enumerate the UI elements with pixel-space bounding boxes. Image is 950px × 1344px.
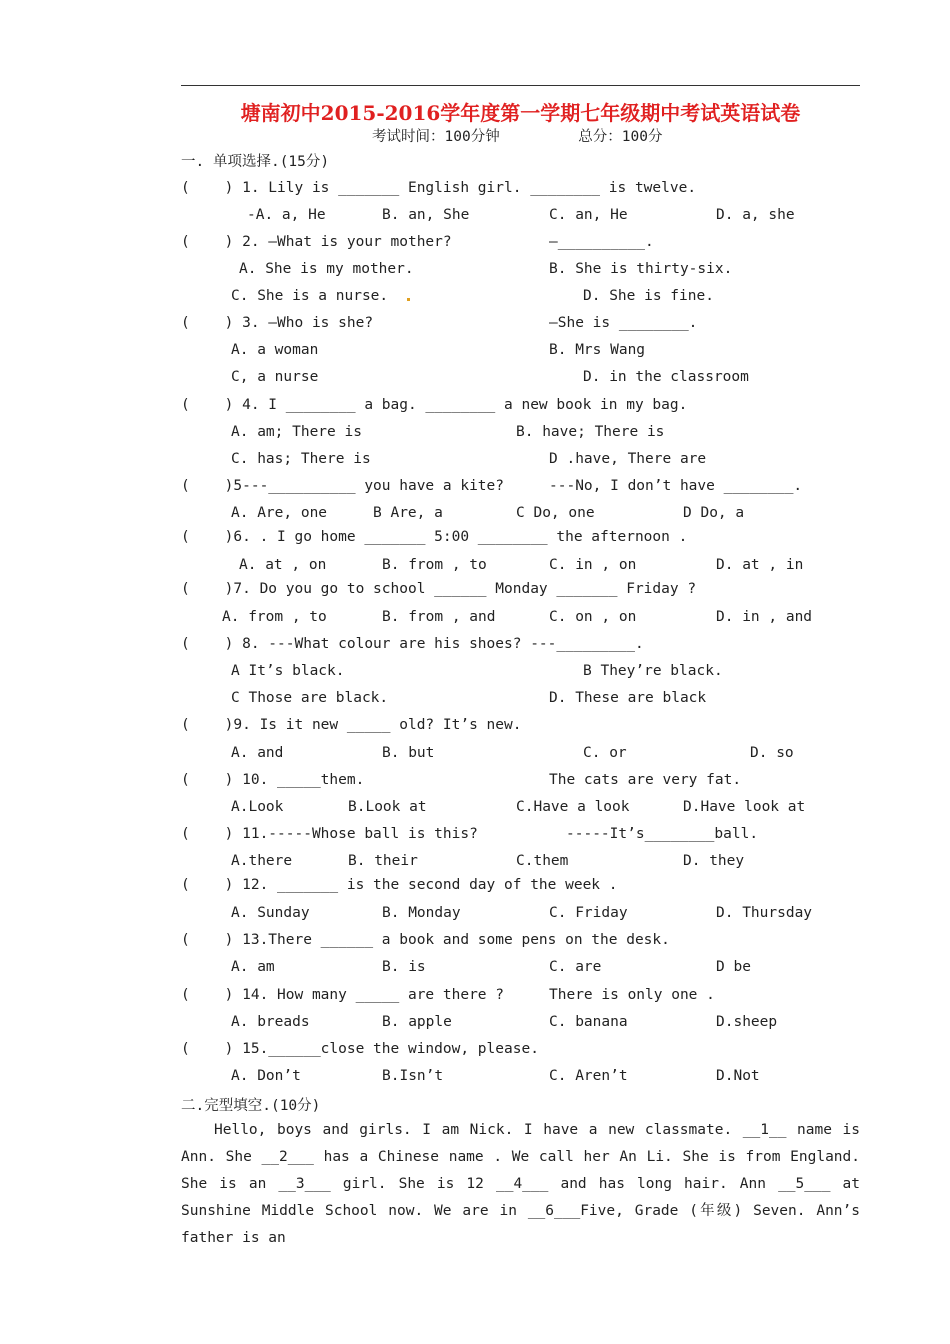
q2-option-b: B. She is thirty-six. — [549, 261, 733, 277]
q10-option-d: D.Have look at — [683, 799, 806, 815]
q10-option-a: A.Look — [231, 799, 284, 815]
q7-option-d: D. in , and — [716, 609, 813, 625]
q3-option-b: B. Mrs Wang — [549, 342, 646, 358]
q7-option-b: B. from , and — [382, 609, 496, 625]
q4-option-d: D .have, There are — [549, 451, 707, 467]
q14-answer-line: There is only one . — [549, 987, 715, 1003]
q11-answer-line: -----It’s________ball. — [566, 826, 759, 842]
q10-option-b: B.Look at — [348, 799, 427, 815]
q9-option-d: D. so — [750, 745, 794, 761]
q7-option-a: A. from , to — [222, 609, 327, 625]
q15-option-b: B.Isn’t — [382, 1068, 444, 1084]
question-13-stem: ( ) 13.There ______ a book and some pens on the desk. — [181, 932, 670, 948]
q3-option-c: C, a nurse — [231, 369, 319, 385]
q15-option-c: C. Aren’t — [549, 1068, 628, 1084]
q1-option-b: B. an, She — [382, 207, 470, 223]
question-7-stem: ( )7. Do you go to school ______ Monday _______ Friday ? — [181, 581, 697, 597]
q9-option-a: A. and — [231, 745, 284, 761]
q2-option-c: C. She is a nurse. — [231, 288, 389, 304]
question-6-stem: ( )6. . I go home _______ 5:00 ________ the afternoon . — [181, 529, 688, 545]
question-8-stem: ( ) 8. ---What colour are his shoes? ---_________. — [181, 636, 644, 652]
q8-option-a: A It’s black. — [231, 663, 345, 679]
q6-option-b: B. from , to — [382, 557, 487, 573]
q9-option-c: C. or — [583, 745, 627, 761]
page-title: 塘南初中2015-2016学年度第一学期七年级期中考试英语试卷 — [240, 101, 801, 125]
q5-option-d: D Do, a — [683, 505, 745, 521]
q12-option-c: C. Friday — [549, 905, 628, 921]
q8-option-d: D. These are black — [549, 690, 707, 706]
question-1-stem: ( ) 1. Lily is _______ English girl. ________ is twelve. — [181, 180, 697, 196]
q1-option-a: -A. a, He — [247, 207, 326, 223]
exam-info: 考试时间：100分钟 总分：100分 — [372, 129, 663, 145]
q2-option-a: A. She is my mother. — [239, 261, 414, 277]
ink-mark — [407, 298, 410, 301]
q13-option-d: D be — [716, 959, 751, 975]
q3-option-d: D. in the classroom — [583, 369, 749, 385]
q6-option-a: A. at , on — [239, 557, 327, 573]
q1-option-d: D. a, she — [716, 207, 795, 223]
q8-option-c: C Those are black. — [231, 690, 389, 706]
q14-option-c: C. banana — [549, 1014, 628, 1030]
header-rule — [181, 85, 860, 86]
q6-option-d: D. at , in — [716, 557, 804, 573]
q4-option-c: C. has; There is — [231, 451, 371, 467]
q10-answer-line: The cats are very fat. — [549, 772, 742, 788]
q12-option-b: B. Monday — [382, 905, 461, 921]
q7-option-c: C. on , on — [549, 609, 637, 625]
q13-option-c: C. are — [549, 959, 602, 975]
q11-option-c: C.them — [516, 853, 569, 869]
question-5-stem: ( )5---__________ you have a kite? — [181, 478, 505, 494]
cloze-passage — [181, 1117, 860, 1252]
q4-option-b: B. have; There is — [516, 424, 665, 440]
q10-option-c: C.Have a look — [516, 799, 630, 815]
q3-option-a: A. a woman — [231, 342, 319, 358]
q14-option-d: D.sheep — [716, 1014, 778, 1030]
question-15-stem: ( ) 15.______close the window, please. — [181, 1041, 539, 1057]
q14-option-a: A. breads — [231, 1014, 310, 1030]
section-heading: 二.完型填空.(10分) — [181, 1098, 321, 1114]
q15-option-a: A. Don’t — [231, 1068, 301, 1084]
q15-option-d: D.Not — [716, 1068, 760, 1084]
q2-option-d: D. She is fine. — [583, 288, 714, 304]
q1-option-c: C. an, He — [549, 207, 628, 223]
question-12-stem: ( ) 12. _______ is the second day of the week . — [181, 877, 618, 893]
q11-option-d: D. they — [683, 853, 745, 869]
q6-option-c: C. in , on — [549, 557, 637, 573]
q5-answer-line: ---No, I don’t have ________. — [549, 478, 803, 494]
q3-answer-line: —She is ________. — [549, 315, 698, 331]
section-heading: 一. 单项选择.(15分) — [181, 154, 330, 170]
question-2-stem: ( ) 2. —What is your mother? — [181, 234, 452, 250]
q12-option-a: A. Sunday — [231, 905, 310, 921]
question-4-stem: ( ) 4. I ________ a bag. ________ a new book in my bag. — [181, 397, 688, 413]
q9-option-b: B. but — [382, 745, 435, 761]
question-3-stem: ( ) 3. —Who is she? — [181, 315, 374, 331]
passage-text: Hello, boys and girls. I am Nick. I have a new classmate. __1__ name is Ann. She __2___ has a Chinese name . We call her An Li. She is from England. She is an __3___ girl. She is 12 __4___ and has long hair. Ann __5___ at Sunshine Middle School now. We are in __6___Five, Grade (年级) Seven. Ann’s father is an — [181, 1122, 860, 1246]
q14-option-b: B. apple — [382, 1014, 452, 1030]
q11-option-b: B. their — [348, 853, 418, 869]
q5-option-b: B Are, a — [373, 505, 443, 521]
question-14-stem: ( ) 14. How many _____ are there ? — [181, 987, 505, 1003]
q13-option-b: B. is — [382, 959, 426, 975]
q5-option-c: C Do, one — [516, 505, 595, 521]
q12-option-d: D. Thursday — [716, 905, 813, 921]
question-9-stem: ( )9. Is it new _____ old? It’s new. — [181, 717, 522, 733]
q11-option-a: A.there — [231, 853, 293, 869]
q4-option-a: A. am; There is — [231, 424, 362, 440]
q13-option-a: A. am — [231, 959, 275, 975]
question-11-stem: ( ) 11.-----Whose ball is this? — [181, 826, 478, 842]
q2-answer-line: —__________. — [549, 234, 654, 250]
question-10-stem: ( ) 10. _____them. — [181, 772, 365, 788]
q5-option-a: A. Are, one — [231, 505, 328, 521]
q8-option-b: B They’re black. — [583, 663, 723, 679]
